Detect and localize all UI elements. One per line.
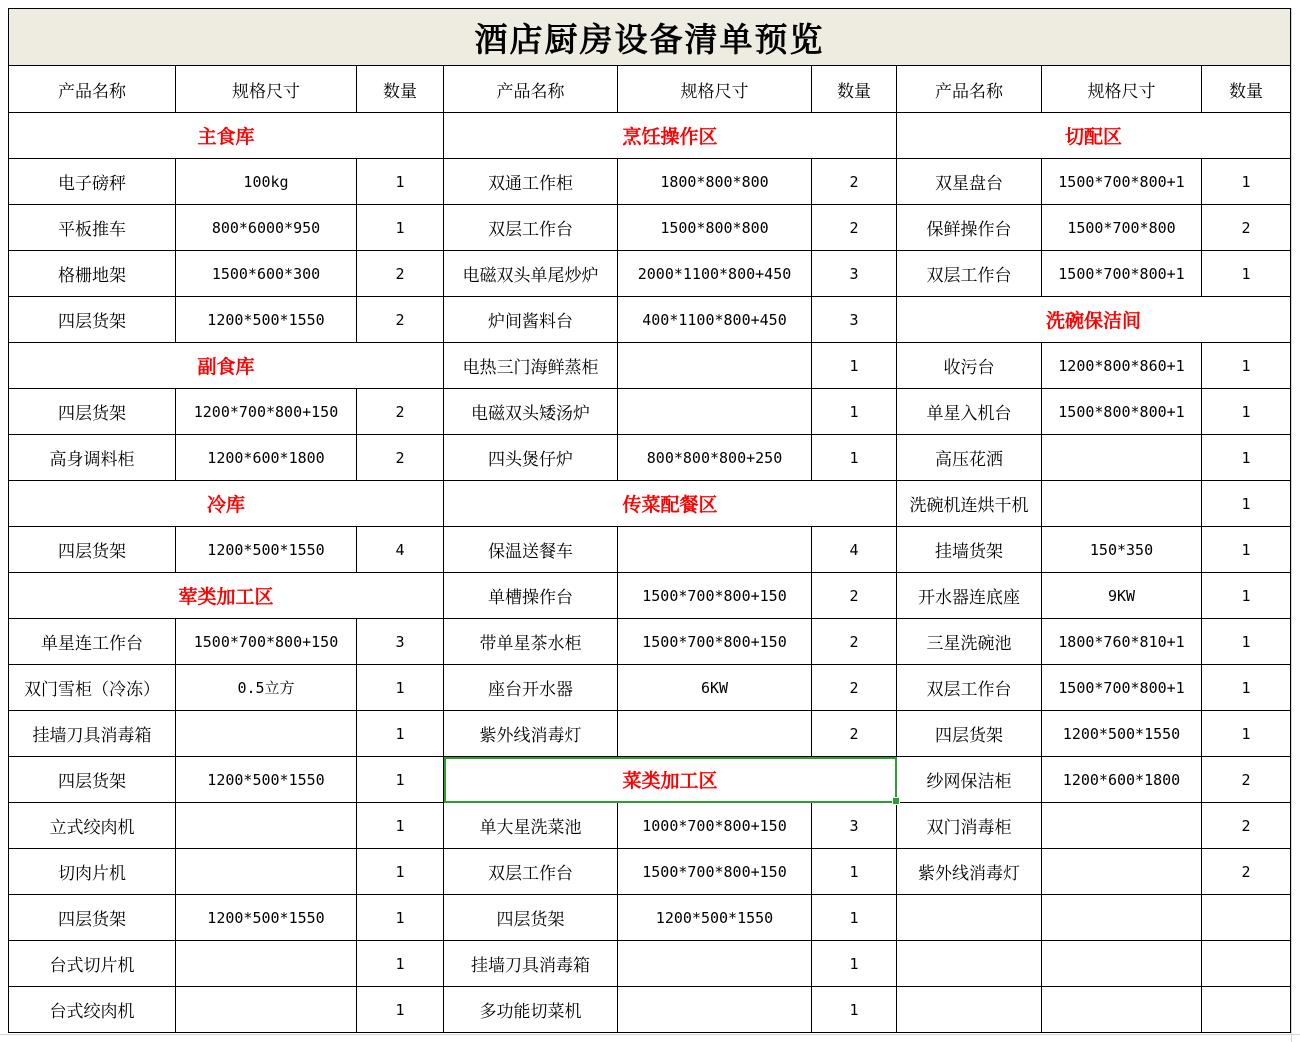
product-name-cell[interactable]: 挂墙货架 [897,527,1042,573]
quantity-cell[interactable]: 2 [1202,205,1291,251]
quantity-cell[interactable]: 2 [357,435,444,481]
spec-cell[interactable]: 6KW [618,665,812,711]
spec-cell[interactable] [618,987,812,1033]
quantity-cell[interactable]: 3 [812,251,897,297]
spec-cell[interactable]: 9KW [1042,573,1202,619]
spec-cell[interactable]: 1200*500*1550 [1042,711,1202,757]
section-heading[interactable]: 冷库 [9,481,444,527]
section-heading[interactable]: 荤类加工区 [9,573,444,619]
product-name-cell[interactable]: 四层货架 [9,757,176,803]
product-name-cell[interactable]: 单星入机台 [897,389,1042,435]
column-header[interactable]: 产品名称 [9,66,176,113]
quantity-cell[interactable]: 2 [812,573,897,619]
product-name-cell[interactable]: 收污台 [897,343,1042,389]
quantity-cell[interactable]: 1 [812,343,897,389]
product-name-cell[interactable]: 双门雪柜（冷冻） [9,665,176,711]
spec-cell[interactable]: 0.5立方 [176,665,357,711]
spec-cell[interactable] [1042,435,1202,481]
column-header[interactable]: 数量 [357,66,444,113]
spec-cell[interactable]: 1500*600*300 [176,251,357,297]
quantity-cell[interactable]: 1 [812,987,897,1033]
table-row [9,159,1291,205]
product-name-cell[interactable]: 座台开水器 [444,665,618,711]
quantity-cell[interactable]: 3 [812,803,897,849]
product-name-cell[interactable]: 电磁双头矮汤炉 [444,389,618,435]
spec-cell[interactable]: 1200*600*1800 [1042,757,1202,803]
column-header[interactable]: 数量 [812,66,897,113]
selection-fill-handle[interactable] [892,797,900,805]
product-name-cell[interactable]: 格栅地架 [9,251,176,297]
spec-cell[interactable] [618,941,812,987]
table-row [9,941,1291,987]
product-name-cell[interactable]: 多功能切菜机 [444,987,618,1033]
product-name-cell[interactable]: 电热三门海鲜蒸柜 [444,343,618,389]
column-header[interactable]: 数量 [1202,66,1291,113]
quantity-cell[interactable]: 1 [1202,159,1291,205]
product-name-cell[interactable]: 挂墙刀具消毒箱 [444,941,618,987]
spec-cell[interactable] [176,849,357,895]
spec-cell[interactable]: 1500*800*800 [618,205,812,251]
spec-cell[interactable]: 1800*800*800 [618,159,812,205]
spec-cell[interactable]: 1200*600*1800 [176,435,357,481]
product-name-cell[interactable]: 双通工作柜 [444,159,618,205]
table-row [9,711,1291,757]
spec-cell[interactable]: 1500*700*800+150 [618,573,812,619]
table-row [9,343,1291,389]
product-name-cell[interactable]: 切肉片机 [9,849,176,895]
spec-cell[interactable] [1042,849,1202,895]
product-name-cell[interactable] [897,895,1042,941]
product-name-cell[interactable]: 四层货架 [897,711,1042,757]
product-name-cell[interactable]: 四层货架 [9,895,176,941]
spec-cell[interactable]: 1000*700*800+150 [618,803,812,849]
spec-cell[interactable]: 1500*700*800+150 [618,849,812,895]
spec-cell[interactable]: 1500*700*800+150 [618,619,812,665]
spec-cell[interactable]: 1500*800*800+1 [1042,389,1202,435]
quantity-cell[interactable]: 1 [357,205,444,251]
spec-cell[interactable]: 1500*700*800+150 [176,619,357,665]
quantity-cell[interactable]: 1 [1202,343,1291,389]
product-name-cell[interactable]: 电子磅秤 [9,159,176,205]
spec-cell[interactable] [176,987,357,1033]
table-row [9,895,1291,941]
spec-cell[interactable]: 1500*700*800+1 [1042,665,1202,711]
section-heading[interactable]: 副食库 [9,343,444,389]
quantity-cell[interactable]: 1 [357,757,444,803]
quantity-cell[interactable]: 2 [812,159,897,205]
spec-cell[interactable] [618,389,812,435]
product-name-cell[interactable]: 双门消毒柜 [897,803,1042,849]
quantity-cell[interactable] [1202,895,1291,941]
quantity-cell[interactable]: 2 [1202,849,1291,895]
product-name-cell[interactable]: 紫外线消毒灯 [444,711,618,757]
section-heading[interactable]: 主食库 [9,113,444,159]
gridline-right [1291,8,1292,1042]
quantity-cell[interactable]: 1 [1202,527,1291,573]
quantity-cell[interactable]: 1 [1202,573,1291,619]
quantity-cell[interactable]: 1 [1202,619,1291,665]
product-name-cell[interactable]: 台式绞肉机 [9,987,176,1033]
section-heading[interactable]: 洗碗保洁间 [897,297,1291,343]
spec-cell[interactable]: 1200*800*860+1 [1042,343,1202,389]
spec-cell[interactable] [1042,481,1202,527]
spec-cell[interactable]: 800*800*800+250 [618,435,812,481]
product-name-cell[interactable]: 电磁双头单尾炒炉 [444,251,618,297]
spec-cell[interactable]: 800*6000*950 [176,205,357,251]
quantity-cell[interactable]: 2 [357,297,444,343]
table-row [9,757,1291,803]
table-row [9,481,1291,527]
product-name-cell[interactable]: 四层货架 [9,297,176,343]
quantity-cell[interactable]: 1 [1202,435,1291,481]
product-name-cell[interactable]: 炉间酱料台 [444,297,618,343]
quantity-cell[interactable]: 1 [812,941,897,987]
spec-cell[interactable] [618,527,812,573]
quantity-cell[interactable]: 1 [357,987,444,1033]
product-name-cell[interactable]: 三星洗碗池 [897,619,1042,665]
product-name-cell[interactable]: 四层货架 [9,389,176,435]
quantity-cell[interactable]: 1 [357,665,444,711]
spec-cell[interactable] [1042,803,1202,849]
quantity-cell[interactable]: 1 [812,895,897,941]
product-name-cell[interactable]: 保温送餐车 [444,527,618,573]
quantity-cell[interactable]: 2 [812,711,897,757]
quantity-cell[interactable]: 1 [357,159,444,205]
table-row [9,205,1291,251]
table-row [9,251,1291,297]
column-header[interactable]: 规格尺寸 [1042,66,1202,113]
quantity-cell[interactable]: 3 [812,297,897,343]
quantity-cell[interactable]: 2 [357,389,444,435]
product-name-cell[interactable]: 洗碗机连烘干机 [897,481,1042,527]
product-name-cell[interactable]: 保鲜操作台 [897,205,1042,251]
table-row [9,527,1291,573]
column-header[interactable]: 规格尺寸 [176,66,357,113]
quantity-cell[interactable]: 1 [357,895,444,941]
quantity-cell[interactable]: 2 [812,205,897,251]
table-row [9,849,1291,895]
product-name-cell[interactable] [897,941,1042,987]
product-name-cell[interactable]: 带单星茶水柜 [444,619,618,665]
table-row [9,297,1291,343]
product-name-cell[interactable]: 四层货架 [9,527,176,573]
product-name-cell[interactable]: 双层工作台 [444,849,618,895]
quantity-cell[interactable]: 1 [357,803,444,849]
table-row [9,435,1291,481]
spec-cell[interactable] [176,711,357,757]
section-heading[interactable]: 切配区 [897,113,1291,159]
product-name-cell[interactable]: 四头煲仔炉 [444,435,618,481]
spec-cell[interactable] [176,941,357,987]
spec-cell[interactable]: 150*350 [1042,527,1202,573]
product-name-cell[interactable] [897,987,1042,1033]
product-name-cell[interactable]: 双层工作台 [897,251,1042,297]
product-name-cell[interactable]: 平板推车 [9,205,176,251]
table-row [9,665,1291,711]
column-header[interactable]: 产品名称 [444,66,618,113]
product-name-cell[interactable]: 台式切片机 [9,941,176,987]
spec-cell[interactable] [618,711,812,757]
quantity-cell[interactable]: 2 [1202,803,1291,849]
header-row [9,66,1291,113]
equipment-list-table [8,8,1291,1033]
table-row [9,803,1291,849]
gridline-bottom [0,1034,1300,1035]
product-name-cell[interactable]: 双层工作台 [444,205,618,251]
product-name-cell[interactable]: 开水器连底座 [897,573,1042,619]
product-name-cell[interactable]: 纱网保洁柜 [897,757,1042,803]
spec-cell[interactable] [1042,987,1202,1033]
quantity-cell[interactable]: 2 [1202,757,1291,803]
product-name-cell[interactable]: 四层货架 [444,895,618,941]
spec-cell[interactable]: 1800*760*810+1 [1042,619,1202,665]
quantity-cell[interactable] [1202,987,1291,1033]
column-header[interactable]: 产品名称 [897,66,1042,113]
spec-cell[interactable]: 1500*700*800 [1042,205,1202,251]
section-heading[interactable]: 烹饪操作区 [444,113,897,159]
quantity-cell[interactable]: 4 [357,527,444,573]
spec-cell[interactable] [1042,941,1202,987]
quantity-cell[interactable]: 1 [812,435,897,481]
spec-cell[interactable] [1042,895,1202,941]
spec-cell[interactable] [176,803,357,849]
product-name-cell[interactable]: 单星连工作台 [9,619,176,665]
product-name-cell[interactable]: 紫外线消毒灯 [897,849,1042,895]
product-name-cell[interactable]: 单大星洗菜池 [444,803,618,849]
quantity-cell[interactable]: 1 [1202,389,1291,435]
quantity-cell[interactable]: 2 [357,251,444,297]
quantity-cell[interactable]: 1 [812,389,897,435]
spec-cell[interactable]: 1200*500*1550 [176,757,357,803]
table-row [9,113,1291,159]
spec-cell[interactable]: 1200*500*1550 [176,895,357,941]
quantity-cell[interactable]: 1 [357,711,444,757]
spec-cell[interactable]: 100kg [176,159,357,205]
spec-cell[interactable]: 1500*700*800+1 [1042,159,1202,205]
product-name-cell[interactable]: 单槽操作台 [444,573,618,619]
quantity-cell[interactable]: 3 [357,619,444,665]
quantity-cell[interactable]: 1 [812,849,897,895]
column-header[interactable]: 规格尺寸 [618,66,812,113]
product-name-cell[interactable]: 双层工作台 [897,665,1042,711]
spec-cell[interactable]: 1200*700*800+150 [176,389,357,435]
table-row [9,619,1291,665]
product-name-cell[interactable]: 高压花洒 [897,435,1042,481]
quantity-cell[interactable]: 1 [357,941,444,987]
quantity-cell[interactable]: 1 [357,849,444,895]
quantity-cell[interactable] [1202,941,1291,987]
spec-cell[interactable]: 2000*1100*800+450 [618,251,812,297]
spec-cell[interactable]: 1200*500*1550 [176,527,357,573]
section-heading[interactable]: 菜类加工区 [444,757,897,803]
quantity-cell[interactable]: 2 [812,619,897,665]
quantity-cell[interactable]: 1 [1202,481,1291,527]
spec-cell[interactable]: 1500*700*800+1 [1042,251,1202,297]
spec-cell[interactable]: 400*1100*800+450 [618,297,812,343]
spec-cell[interactable]: 1200*500*1550 [176,297,357,343]
quantity-cell[interactable]: 2 [812,665,897,711]
quantity-cell[interactable]: 4 [812,527,897,573]
quantity-cell[interactable]: 1 [1202,665,1291,711]
quantity-cell[interactable]: 1 [1202,251,1291,297]
product-name-cell[interactable]: 双星盘台 [897,159,1042,205]
sheet-title[interactable]: 酒店厨房设备清单预览 [9,9,1291,66]
spec-cell[interactable] [618,343,812,389]
table-row [9,573,1291,619]
table-row [9,389,1291,435]
spec-cell[interactable]: 1200*500*1550 [618,895,812,941]
quantity-cell[interactable]: 1 [1202,711,1291,757]
product-name-cell[interactable]: 挂墙刀具消毒箱 [9,711,176,757]
table-row [9,987,1291,1033]
product-name-cell[interactable]: 立式绞肉机 [9,803,176,849]
product-name-cell[interactable]: 高身调料柜 [9,435,176,481]
section-heading[interactable]: 传菜配餐区 [444,481,897,527]
